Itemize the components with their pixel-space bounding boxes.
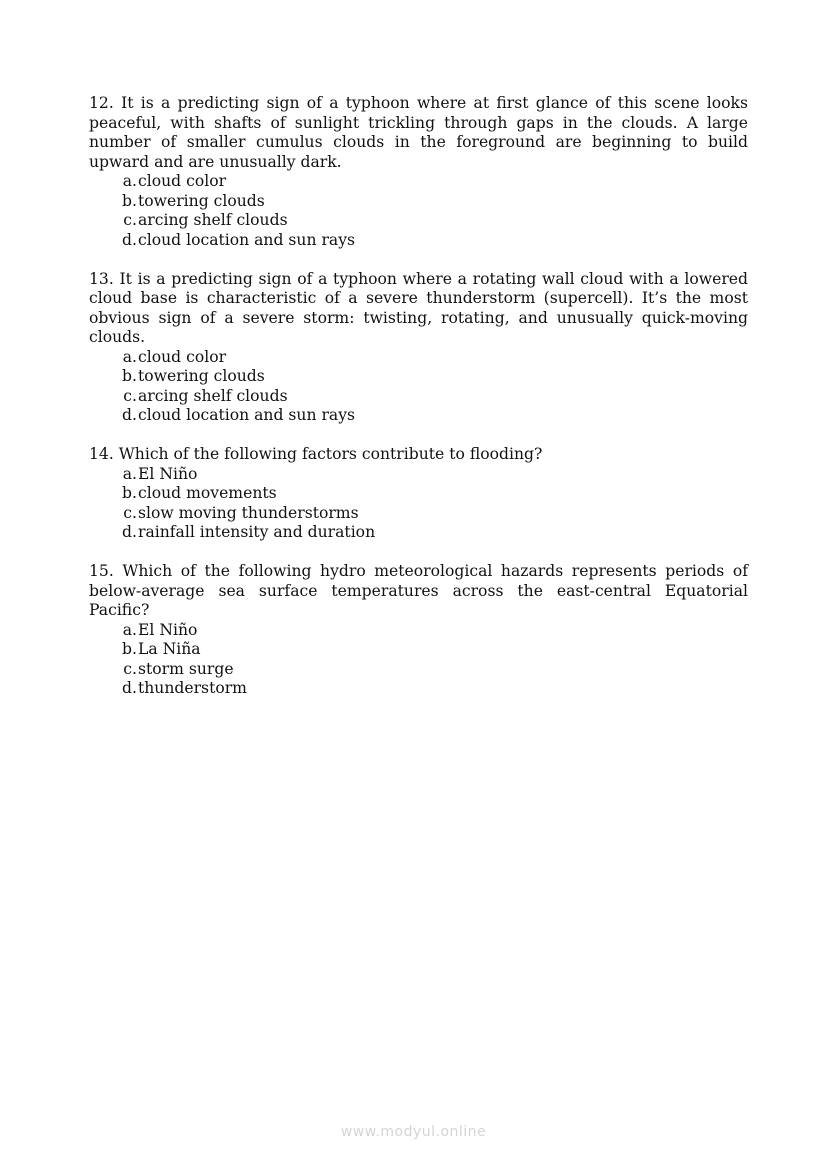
option-b: b. cloud movements xyxy=(122,484,277,502)
option-a: a. El Niño xyxy=(122,620,198,639)
option-list xyxy=(89,348,748,426)
option-c: c. arcing shelf clouds xyxy=(123,211,288,229)
question-stem: 13. It is a predicting sign of a typhoon where a rotating wall cloud with a lowered cloud base is characteristic of a severe thunderstorm (supercell). It’s the most obvious sign of a severe storm: twisting, rotating, and unusually quick-moving clouds. xyxy=(89,269,748,346)
question-stem: 15. Which of the following hydro meteorological hazards represents periods of below-average sea surface temperatures across the east-central Equatorial Pacific? xyxy=(89,562,748,619)
option-b: b. towering clouds xyxy=(122,191,265,210)
option-a: a. cloud color xyxy=(122,347,227,366)
option-list xyxy=(89,621,748,699)
option-a: a. El Niño xyxy=(122,464,198,483)
option-list xyxy=(89,465,748,543)
worksheet-page xyxy=(89,94,748,718)
option-d: d. rainfall intensity and duration xyxy=(122,523,376,541)
option-a: a. cloud color xyxy=(122,172,227,190)
footer-watermark: www.modyul.online xyxy=(340,1124,487,1140)
option-list xyxy=(89,172,748,250)
option-b: b. towering clouds xyxy=(122,367,265,385)
option-b: b. La Niña xyxy=(122,640,201,658)
option-d: d. thunderstorm xyxy=(122,679,247,697)
option-c: c. slow moving thunderstorms xyxy=(123,503,359,522)
question-13 xyxy=(89,270,748,426)
question-stem: 14. Which of the following factors contribute to flooding? xyxy=(89,445,543,463)
option-c: c. arcing shelf clouds xyxy=(123,386,288,405)
question-stem: 12. It is a predicting sign of a typhoon where at first glance of this scene looks peaceful, with shafts of sunlight trickling through gaps in the clouds. A large number of smaller cumulus clouds in the foreground are beginning to build upward and are unusually dark. xyxy=(89,94,748,171)
option-d: d. cloud location and sun rays xyxy=(122,406,356,424)
option-c: c. storm surge xyxy=(123,659,234,678)
question-12 xyxy=(89,94,748,250)
option-d: d. cloud location and sun rays xyxy=(122,230,356,249)
question-15 xyxy=(89,562,748,699)
question-14 xyxy=(89,445,748,543)
